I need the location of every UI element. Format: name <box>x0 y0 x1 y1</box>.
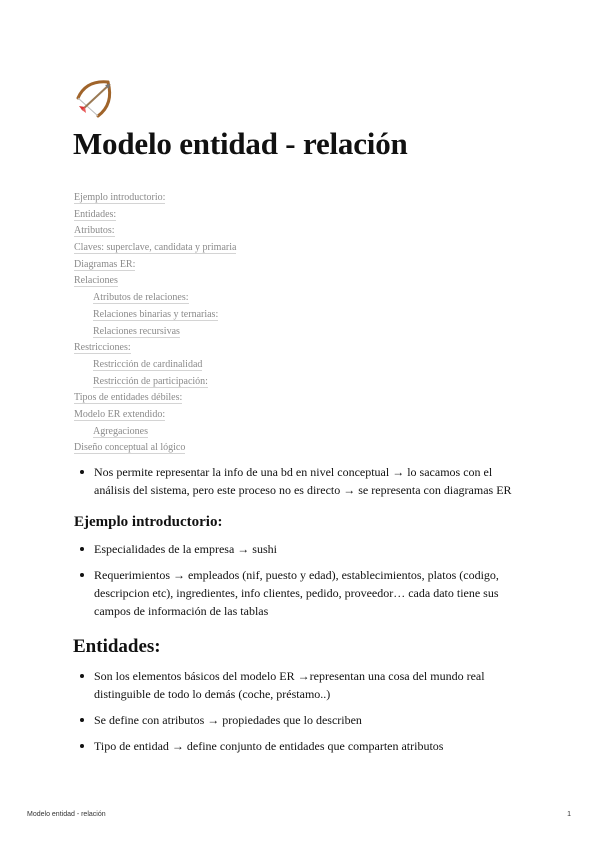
toc-link-label: Relaciones binarias y ternarias: <box>93 308 219 320</box>
toc-link[interactable] <box>74 374 554 391</box>
toc-link-label: Modelo ER extendido: <box>74 408 166 420</box>
toc-link[interactable] <box>74 340 554 357</box>
toc-link[interactable] <box>74 390 554 407</box>
toc-link-label: Ejemplo introductorio: <box>74 192 166 203</box>
toc-link-label: Restricciones: <box>74 342 131 354</box>
toc-link[interactable] <box>74 357 554 374</box>
toc-link[interactable] <box>74 273 554 290</box>
toc-link[interactable] <box>74 440 554 457</box>
toc-link-label: Relaciones recursivas <box>93 325 180 337</box>
section-heading-ejemplo: Ejemplo introductorio: <box>74 514 223 530</box>
toc-link[interactable] <box>74 240 554 257</box>
bow-and-arrow-icon <box>72 76 118 122</box>
toc-link-label: Atributos de relaciones: <box>93 292 189 304</box>
intro-list <box>74 463 514 499</box>
toc-link-label: Entidades: <box>74 208 117 220</box>
toc-link-label: Atributos: <box>74 225 115 237</box>
toc-link[interactable] <box>74 290 554 307</box>
section-heading-entidades: Entidades: <box>73 636 161 657</box>
toc-link[interactable] <box>74 257 554 274</box>
page-number: 1 <box>567 811 571 818</box>
toc-link-label: Agregaciones <box>93 425 148 437</box>
entidades-list <box>74 667 514 763</box>
toc-link-label: Diagramas ER: <box>74 258 136 270</box>
toc-link[interactable] <box>74 424 554 441</box>
toc-link[interactable] <box>74 324 554 341</box>
ejemplo-list <box>74 540 514 628</box>
footer-title: Modelo entidad - relación <box>27 811 106 818</box>
list-item: Tipo de entidad → define conjunto de entidades que comparten atributos <box>74 737 514 755</box>
list-item: Especialidades de la empresa → sushi <box>74 540 514 558</box>
table-of-contents <box>74 190 554 457</box>
toc-link-label: Relaciones <box>74 275 118 287</box>
list-item: Son los elementos básicos del modelo ER →representan una cosa del mundo real distinguible de todo lo demás (coche, préstamo..) <box>74 667 514 703</box>
list-item: Se define con atributos → propiedades que lo describen <box>74 711 514 729</box>
toc-link-label: Diseño conceptual al lógico <box>74 442 186 454</box>
toc-link[interactable] <box>74 307 554 324</box>
toc-link[interactable] <box>74 207 554 224</box>
toc-link[interactable] <box>74 190 554 207</box>
toc-link-label: Restricción de cardinalidad <box>93 358 203 370</box>
toc-link[interactable] <box>74 223 554 240</box>
toc-link-label: Tipos de entidades débiles: <box>74 392 183 404</box>
list-item: Requerimientos → empleados (nif, puesto y edad), establecimientos, platos (codigo, descripcion etc), ingredientes, info clientes, pedido, proveedor… cada dato tiene sus campos de información de las tablas <box>74 566 514 620</box>
toc-link[interactable] <box>74 407 554 424</box>
list-item: Nos permite representar la info de una bd en nivel conceptual → lo sacamos con el análisis del sistema, pero este proceso no es directo → se representa con diagramas ER <box>74 463 514 499</box>
toc-link-label: Claves: superclave, candidata y primaria <box>74 242 237 254</box>
page-title: Modelo entidad - relación <box>73 126 408 161</box>
toc-link-label: Restricción de participación: <box>93 375 208 387</box>
